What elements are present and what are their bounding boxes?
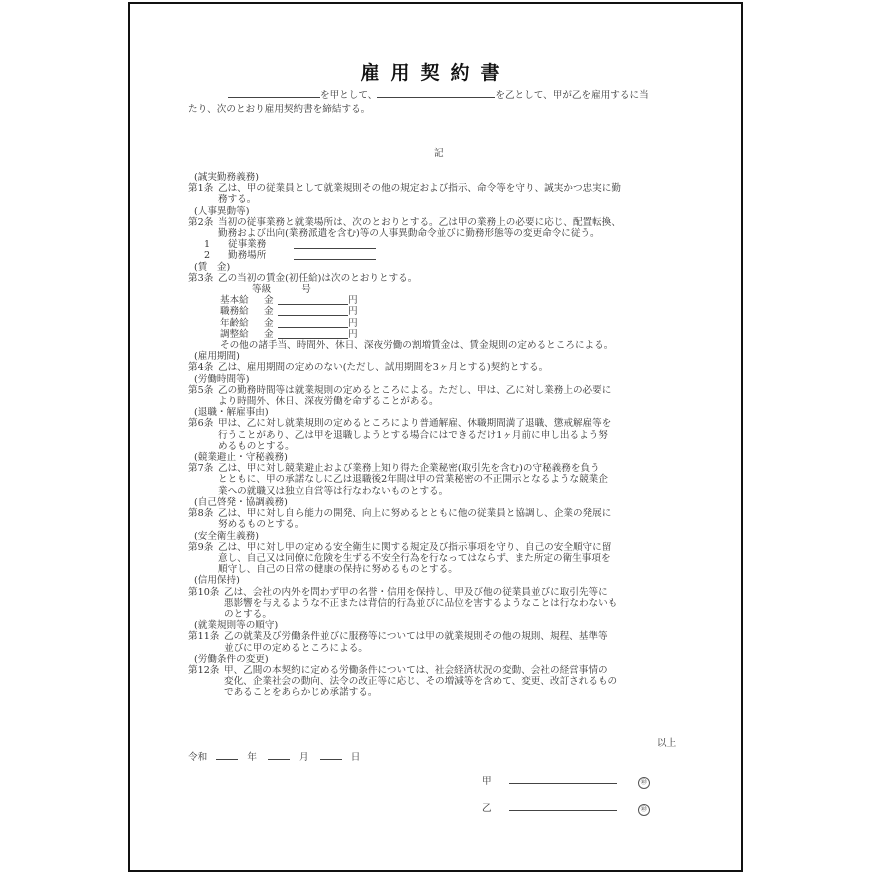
signer-otsu: 乙 ㊞ (482, 801, 650, 816)
date-line: 令和 年 月 日 (188, 752, 361, 763)
employer-name-blank[interactable] (228, 88, 320, 98)
article-11: 第11条 乙の就業及び労働条件並びに服務等については甲の就業規則その他の規則、規程、基準等 並びに甲の定めるところによる。 (188, 631, 608, 654)
seal-icon: ㊞ (638, 777, 650, 789)
article-heading: (自己啓発・協調義務) (194, 496, 288, 508)
contract-page (128, 2, 743, 872)
pay-field[interactable] (278, 295, 348, 305)
work-item-duty: 1 従事業務 (188, 239, 683, 250)
day-field[interactable] (320, 750, 342, 760)
pay-row-basic: 基本給 金 円 (220, 295, 358, 307)
article-heading: (労働条件の変更) (194, 653, 269, 665)
article-heading: (信用保持) (194, 575, 240, 587)
article-heading: (人事異動等) (194, 205, 250, 217)
article-heading: (競業避止・守秘義務) (194, 452, 288, 464)
employee-name-blank[interactable] (377, 88, 495, 98)
ki-heading: 記 (434, 148, 444, 159)
place-field[interactable] (294, 250, 376, 260)
grade-row: 等級 号 (252, 284, 311, 296)
article-10: 第10条 乙は、会社の内外を問わず甲の名誉・信用を保持し、甲及び他の従業員並びに取引先等に 悪影響を与えるような不正または背信的行為並びに品位を害するようなことは行なわないも のとする。 (188, 586, 618, 620)
article-5: 第5条 乙の勤務時間等は就業規則の定めるところによる。ただし、甲は、乙に対し業務上の必要に より時間外、休日、深夜労働を命ずることがある。 (188, 384, 612, 408)
pay-row-age: 年齢給 金 円 (220, 317, 358, 329)
article-heading: (労働時間等) (194, 373, 250, 385)
article-3: 第3条 乙の当初の賃金(初任給)は次のとおりとする。 (188, 272, 418, 284)
article-heading: (退職・解雇事由) (194, 407, 269, 419)
ijo-label: 以上 (657, 738, 677, 749)
pay-row-duty: 職務給 金 円 (220, 306, 358, 318)
article-4: 第4条 乙は、雇用期間の定めのない(ただし、試用期間を3ヶ月とする)契約とする。 (188, 362, 549, 374)
article-2: 第2条 当初の従事業務と就業場所は、次のとおりとする。乙は甲の業務上の必要に応じ、配置転換、 勤務および出向(業務派遣を含む)等の人事異動命令並びに勤務形態等の変更命令に従う。 (188, 216, 621, 240)
article-1: 第1条 乙は、甲の従業員として就業規則その他の規定および指示、命令等を守り、誠実かつ忠実に勤 務する。 (188, 183, 621, 206)
pay-field[interactable] (278, 318, 348, 328)
signature-field-otsu[interactable] (509, 801, 617, 811)
intro-line-1: を甲として、 を乙として、甲が乙を雇用するに当 (228, 88, 649, 102)
pay-row-adjust: 調整給 金 円 (220, 328, 358, 340)
signer-kou: 甲 ㊞ (482, 774, 650, 789)
seal-icon: ㊞ (638, 804, 650, 816)
work-item-place: 2 勤務場所 (188, 250, 683, 261)
pay-field[interactable] (278, 306, 348, 316)
article-12: 第12条 甲、乙間の本契約に定める労働条件については、社会経済状況の変動、会社の経営事情の 変化、企業社会の動向、法令の改正等に応じ、その増減等を含めて、変更、改訂されるもの であることをあらかじめ承諾する。 (188, 664, 618, 699)
article-8: 第8条 乙は、甲に対し自ら能力の開発、向上に努めるとともに他の従業員と協調し、企業の発展に 努めるものとする。 (188, 508, 612, 531)
article-6: 第6条 甲は、乙に対し就業規則の定めるところにより普通解雇、休職期間満了退職、懲戒解雇等を 行うことがあり、乙は甲を退職しようとする場合にはできるだけ1ヶ月前に申し出るよう努 めるものとする。 (188, 418, 612, 452)
article-7: 第7条 乙は、甲に対し競業避止および業務上知り得た企業秘密(取引先を含む)の守秘義務を負う とともに、甲の承諾なしに乙は退職後2年間は甲の営業秘密の不正開示となるような競業企 業への就職又は独立自営等は行なわないものとする。 (188, 463, 608, 497)
pay-field[interactable] (278, 329, 348, 339)
month-field[interactable] (268, 750, 290, 760)
article-heading: (誠実勤務義務) (194, 172, 260, 183)
duty-field[interactable] (294, 239, 376, 249)
articles-block (188, 172, 683, 699)
article-heading: (賃 金) (194, 261, 231, 273)
signature-field-kou[interactable] (509, 774, 617, 784)
allowance-note: その他の諸手当、時間外、休日、深夜労働の割増賃金は、賃金規則の定めるところによる。 (220, 340, 614, 352)
article-heading: (就業規則等の順守) (194, 620, 279, 632)
year-field[interactable] (216, 750, 238, 760)
article-heading: (安全衛生義務) (194, 530, 260, 542)
article-heading: (雇用期間) (194, 351, 240, 363)
intro-line-2: たり、次のとおり雇用契約書を締結する。 (188, 104, 371, 115)
article-9: 第9条 乙は、甲に対し甲の定める安全衛生に関する規定及び指示事項を守り、自己の安全順守に留 意し、自己又は同僚に危険を生ずる不安全行為を行なってはならず、また所定の衛生事項を 順守し、自己の日常の健康の保持に努めるものとする。 (188, 541, 612, 576)
document-title: 雇用契約書 (360, 62, 511, 84)
